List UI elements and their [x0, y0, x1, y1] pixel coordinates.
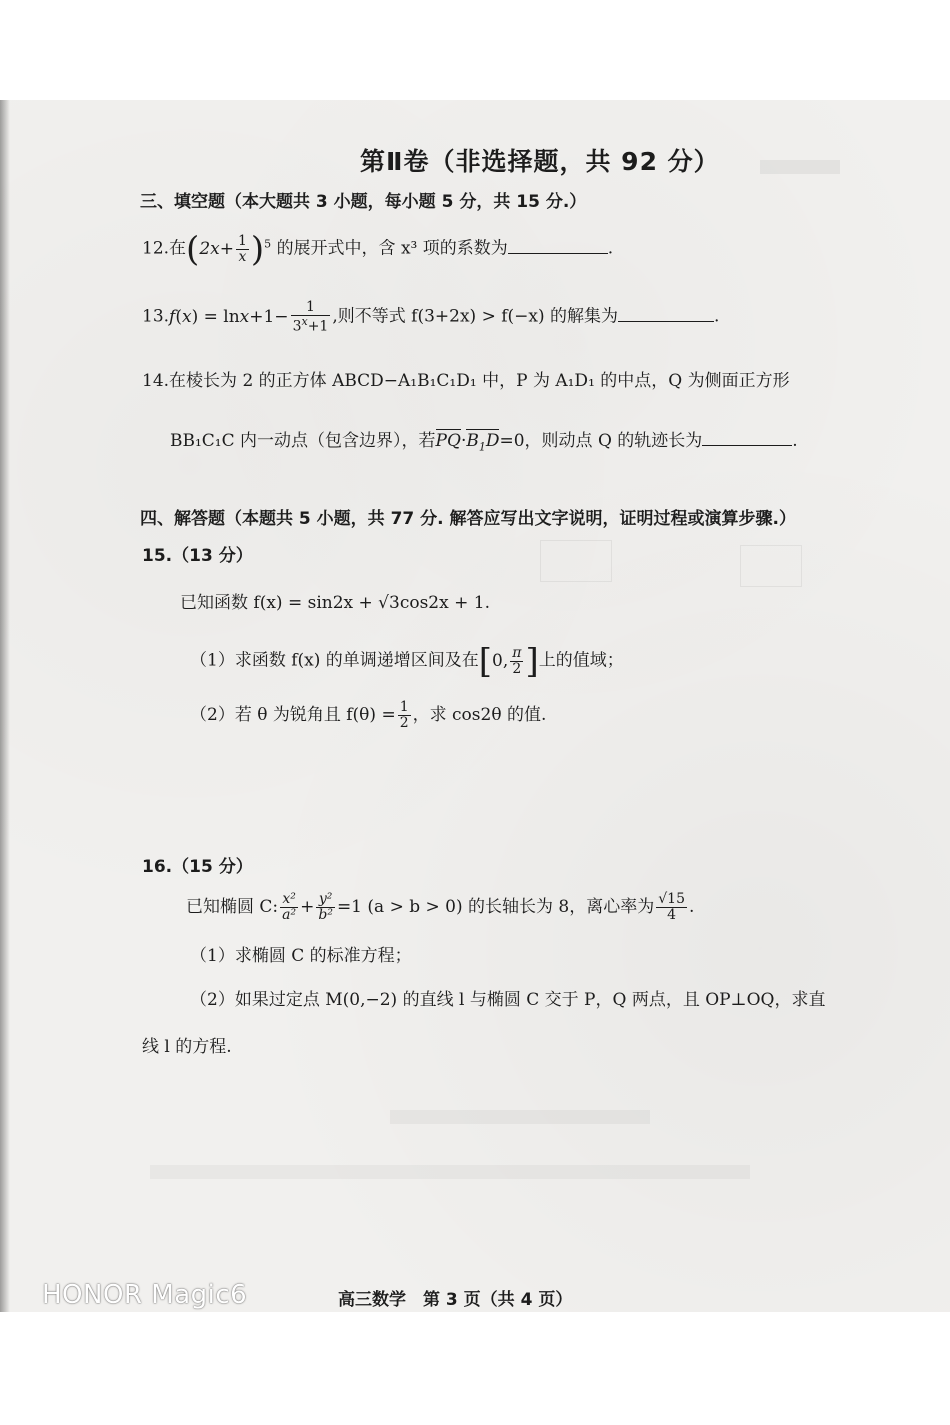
bleed-through-mark [150, 1165, 750, 1179]
question-13 [142, 300, 719, 334]
question-14-text-b: =0，则动点 Q 的轨迹长为 [499, 431, 703, 451]
q12-binomial: (2x+ $\frac{1}{x}$ )$^5$ [186, 229, 272, 269]
question-16-given-text-b: =1 (a > b > 0) 的长轴长为 8，离心率为 [336, 897, 655, 917]
page-edge-shadow [0, 100, 10, 1312]
question-13-text: ,则不等式 f(3+2x) > f(−x) 的解集为 [332, 306, 619, 327]
question-16-given-text-a: 已知椭圆 C: [186, 897, 279, 917]
question-16-given [186, 892, 694, 923]
question-12-end: . [607, 238, 614, 259]
solution-section-heading: 四、解答题（本题共 5 小题，共 77 分. 解答应写出文字说明，证明过程或演算步骤.） [140, 509, 796, 529]
bleed-through-mark [390, 1110, 650, 1124]
question-15-given: 已知函数 f(x) = sin2x + √3cos2x + 1. [180, 593, 490, 613]
answer-blank[interactable] [618, 320, 714, 322]
question-13-number: 13. [142, 306, 170, 327]
question-15-part-1-text-a: （1）求函数 f(x) 的单调递增区间及在 [190, 650, 479, 671]
q16-eccentricity: $\frac{√15}{4}$ [658, 891, 685, 923]
bleed-through-mark [540, 540, 612, 582]
camera-watermark: HONOR Magic6 [42, 1280, 248, 1310]
question-15-part-1-text-b: 上的值域； [538, 650, 624, 671]
question-14-end: . [792, 431, 798, 451]
question-15-heading: 15.（13 分） [142, 546, 253, 566]
question-15-part-2 [190, 700, 546, 731]
answer-blank[interactable] [702, 444, 792, 446]
question-12 [142, 229, 614, 269]
answer-blank[interactable] [508, 252, 608, 254]
question-16-part-2-cont: 线 l 的方程. [142, 1037, 232, 1057]
page-footer: 高三数学 第 3 页（共 4 页） [338, 1290, 573, 1310]
question-14-text-a: BB₁C₁C 内一动点（包含边界），若 [170, 431, 436, 451]
question-16-part-2: （2）如果过定点 M(0,−2) 的直线 l 与椭圆 C 交于 P，Q 两点，且 OP⊥OQ，求直 [190, 990, 826, 1010]
question-15-part-1 [190, 641, 624, 681]
fill-in-section-heading: 三、填空题（本大题共 3 小题，每小题 5 分，共 15 分.） [140, 192, 587, 212]
q14-dot-product: $PQ\cdot B_1D$ [435, 431, 500, 454]
bleed-through-mark [740, 545, 802, 587]
bleed-through-mark [760, 160, 840, 174]
q15-one-half: $\frac{1}{2}$ [399, 699, 409, 731]
question-16-part-1: （1）求椭圆 C 的标准方程； [190, 946, 412, 966]
section-title: 第Ⅱ卷（非选择题，共 92 分） [360, 147, 720, 176]
q13-function: f(x) = lnx+1− $\frac{1}{3^x+1}$ [169, 299, 329, 335]
question-14-line-2 [170, 426, 798, 453]
question-13-end: . [714, 306, 720, 327]
q16-ellipse-equation: $\frac{\text{x²}}{\text{a²}}$ + $\frac{\text{y²}}{\text{b²}}$ [282, 891, 333, 923]
question-14-line-1: 14.在棱长为 2 的正方体 ABCD−A₁B₁C₁D₁ 中，P 为 A₁D₁ 的中点，Q 为侧面正方形 [142, 371, 790, 391]
q15-interval: [0, $\frac{\pi}{2}$ ] [478, 641, 539, 681]
question-15-part-2-text-a: （2）若 θ 为锐角且 f(θ) = [190, 705, 396, 725]
question-12-text: 的展开式中，含 x³ 项的系数为 [276, 238, 508, 259]
question-16-given-end: . [688, 897, 695, 917]
question-12-number: 12.在 [142, 238, 187, 259]
question-16-heading: 16.（15 分） [142, 857, 253, 877]
question-15-part-2-text-b: ，求 cos2θ 的值. [412, 705, 547, 725]
